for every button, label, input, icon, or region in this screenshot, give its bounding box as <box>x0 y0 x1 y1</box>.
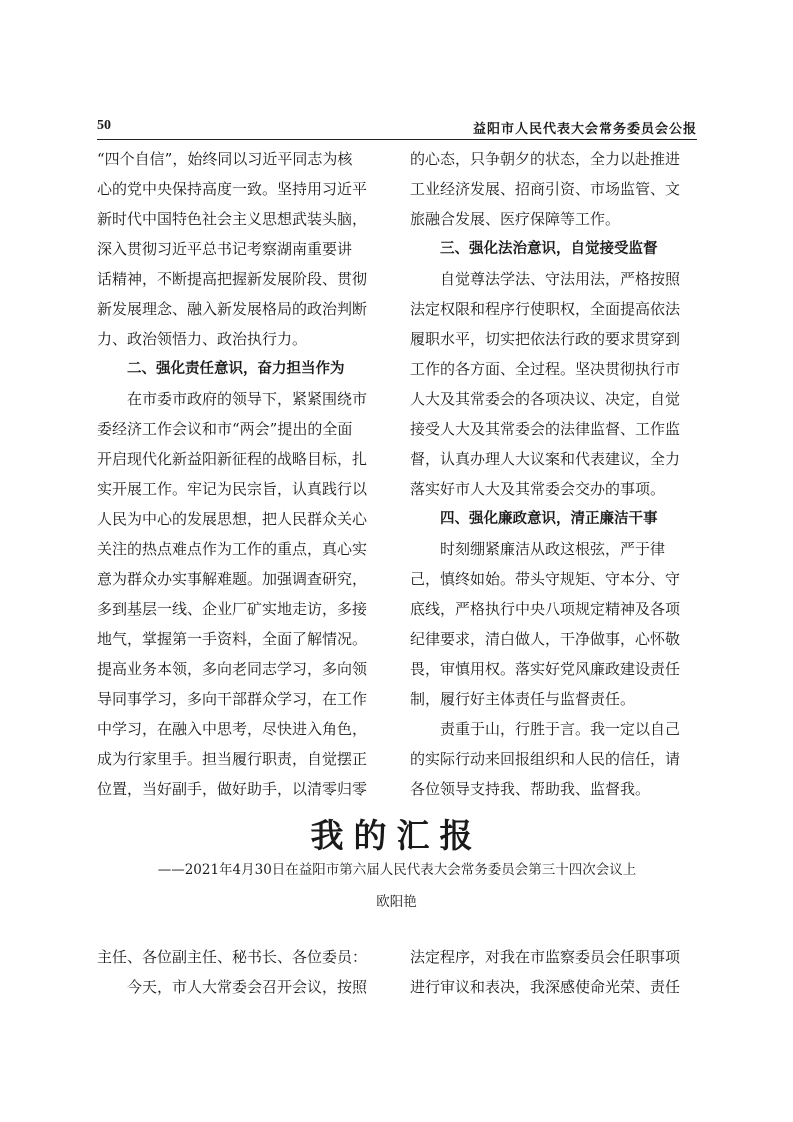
text-line: 制，履行好主体责任与监督责任。 <box>410 690 636 708</box>
text-line: 法定程序，对我在市监察委员会任职事项 <box>410 948 681 966</box>
text-line: 法定权限和程序行使职权，全面提高依法 <box>410 300 681 318</box>
text-line: 在市委市政府的领导下，紧紧围绕市 <box>127 390 368 408</box>
section-heading: 三、强化法治意识，自觉接受监督 <box>440 241 658 257</box>
text-line: 地气，掌握第一手资料，全面了解情况。 <box>97 630 368 648</box>
text-line: 深入贯彻习近平总书记考察湖南重要讲 <box>97 240 353 258</box>
text-line: 的心态，只争朝夕的状态，全力以赴推进 <box>410 150 681 168</box>
bottom-left-column <box>97 942 384 1002</box>
text-line: 接受人大及其常委会的法律监督、工作监 <box>410 420 681 438</box>
article-subtitle: ——2021年4月30日在益阳市第六届人民代表大会常务委员会第三十四次会议上 <box>157 862 637 878</box>
text-line: 落实好市人大及其常委会交办的事项。 <box>410 480 666 498</box>
section-heading: 四、强化廉政意识，清正廉洁干事 <box>440 511 658 527</box>
running-header <box>97 116 697 136</box>
text-line: 工作的各方面、全过程。坚决贯彻执行市 <box>410 360 681 378</box>
article-author: 欧阳艳 <box>376 894 417 910</box>
text-line: 实开展工作。牢记为民宗旨，认真践行以 <box>97 480 368 498</box>
left-column <box>97 144 384 804</box>
text-line: 主任、各位副主任、秘书长、各位委员： <box>97 948 368 966</box>
text-line: 自觉尊法学法、守法用法，严格按照 <box>440 270 681 288</box>
text-line: 话精神，不断提高把握新发展阶段、贯彻 <box>97 270 368 288</box>
text-line: 人大及其常委会的各项决议、决定，自觉 <box>410 390 681 408</box>
text-line: 畏，审慎用权。落实好党风廉政建设责任 <box>410 660 681 678</box>
text-line: 导同事学习，多向干部群众学习，在工作 <box>97 690 368 708</box>
right-column <box>410 144 697 804</box>
text-line: “四个自信”，始终同以习近平同志为核 <box>97 150 353 168</box>
text-line: 旅融合发展、医疗保障等工作。 <box>410 210 621 228</box>
text-line: 新发展理念、融入新发展格局的政治判断 <box>97 300 368 318</box>
text-line: 位置，当好副手，做好助手，以清零归零 <box>97 780 368 798</box>
text-line: 开启现代化新益阳新征程的战略目标，扎 <box>97 450 368 468</box>
page-number: 50 <box>97 118 111 133</box>
text-line: 人民为中心的发展思想，把人民群众关心 <box>97 510 368 528</box>
text-line: 提高业务本领，多向老同志学习，多向领 <box>97 660 368 678</box>
text-line: 中学习，在融入中思考，尽快进入角色， <box>97 720 368 738</box>
text-line: 工业经济发展、招商引资、市场监管、文 <box>410 180 681 198</box>
bottom-right-column <box>410 942 697 1002</box>
text-line: 意为群众办实事解难题。加强调查研究， <box>97 570 368 588</box>
text-line: 心的党中央保持高度一致。坚持用习近平 <box>97 180 368 198</box>
text-line: 时刻绷紧廉洁从政这根弦，严于律 <box>440 540 666 558</box>
text-line: 多到基层一线、企业厂矿实地走访，多接 <box>97 600 368 618</box>
text-line: 今天，市人大常委会召开会议，按照 <box>127 978 368 996</box>
text-line: 己，慎终如始。带头守规矩、守本分、守 <box>410 570 681 588</box>
section-heading: 二、强化责任意识，奋力担当作为 <box>127 361 345 377</box>
text-line: 关注的热点难点作为工作的重点，真心实 <box>97 540 368 558</box>
article-title: 我的汇报 <box>310 816 483 855</box>
text-line: 督，认真办理人大议案和代表建议，全力 <box>410 450 681 468</box>
text-line: 力、政治领悟力、政治执行力。 <box>97 330 308 348</box>
text-line: 底线，严格执行中央八项规定精神及各项 <box>410 600 681 618</box>
text-line: 委经济工作会议和市“两会”提出的全面 <box>97 420 353 438</box>
text-line: 履职水平，切实把依法行政的要求贯穿到 <box>410 330 681 348</box>
text-line: 进行审议和表决，我深感使命光荣、责任 <box>410 978 681 996</box>
text-line: 的实际行动来回报组织和人民的信任，请 <box>410 750 681 768</box>
publication-title: 益阳市人民代表大会常务委员会公报 <box>472 122 697 137</box>
text-line: 新时代中国特色社会主义思想武装头脑， <box>97 210 368 228</box>
text-line: 各位领导支持我、帮助我、监督我。 <box>410 780 651 798</box>
header-rule <box>97 139 697 140</box>
text-line: 纪律要求，清白做人，干净做事，心怀敬 <box>410 630 681 648</box>
text-line: 成为行家里手。担当履行职责，自觉摆正 <box>97 750 368 768</box>
text-line: 责重于山，行胜于言。我一定以自己 <box>440 720 681 738</box>
